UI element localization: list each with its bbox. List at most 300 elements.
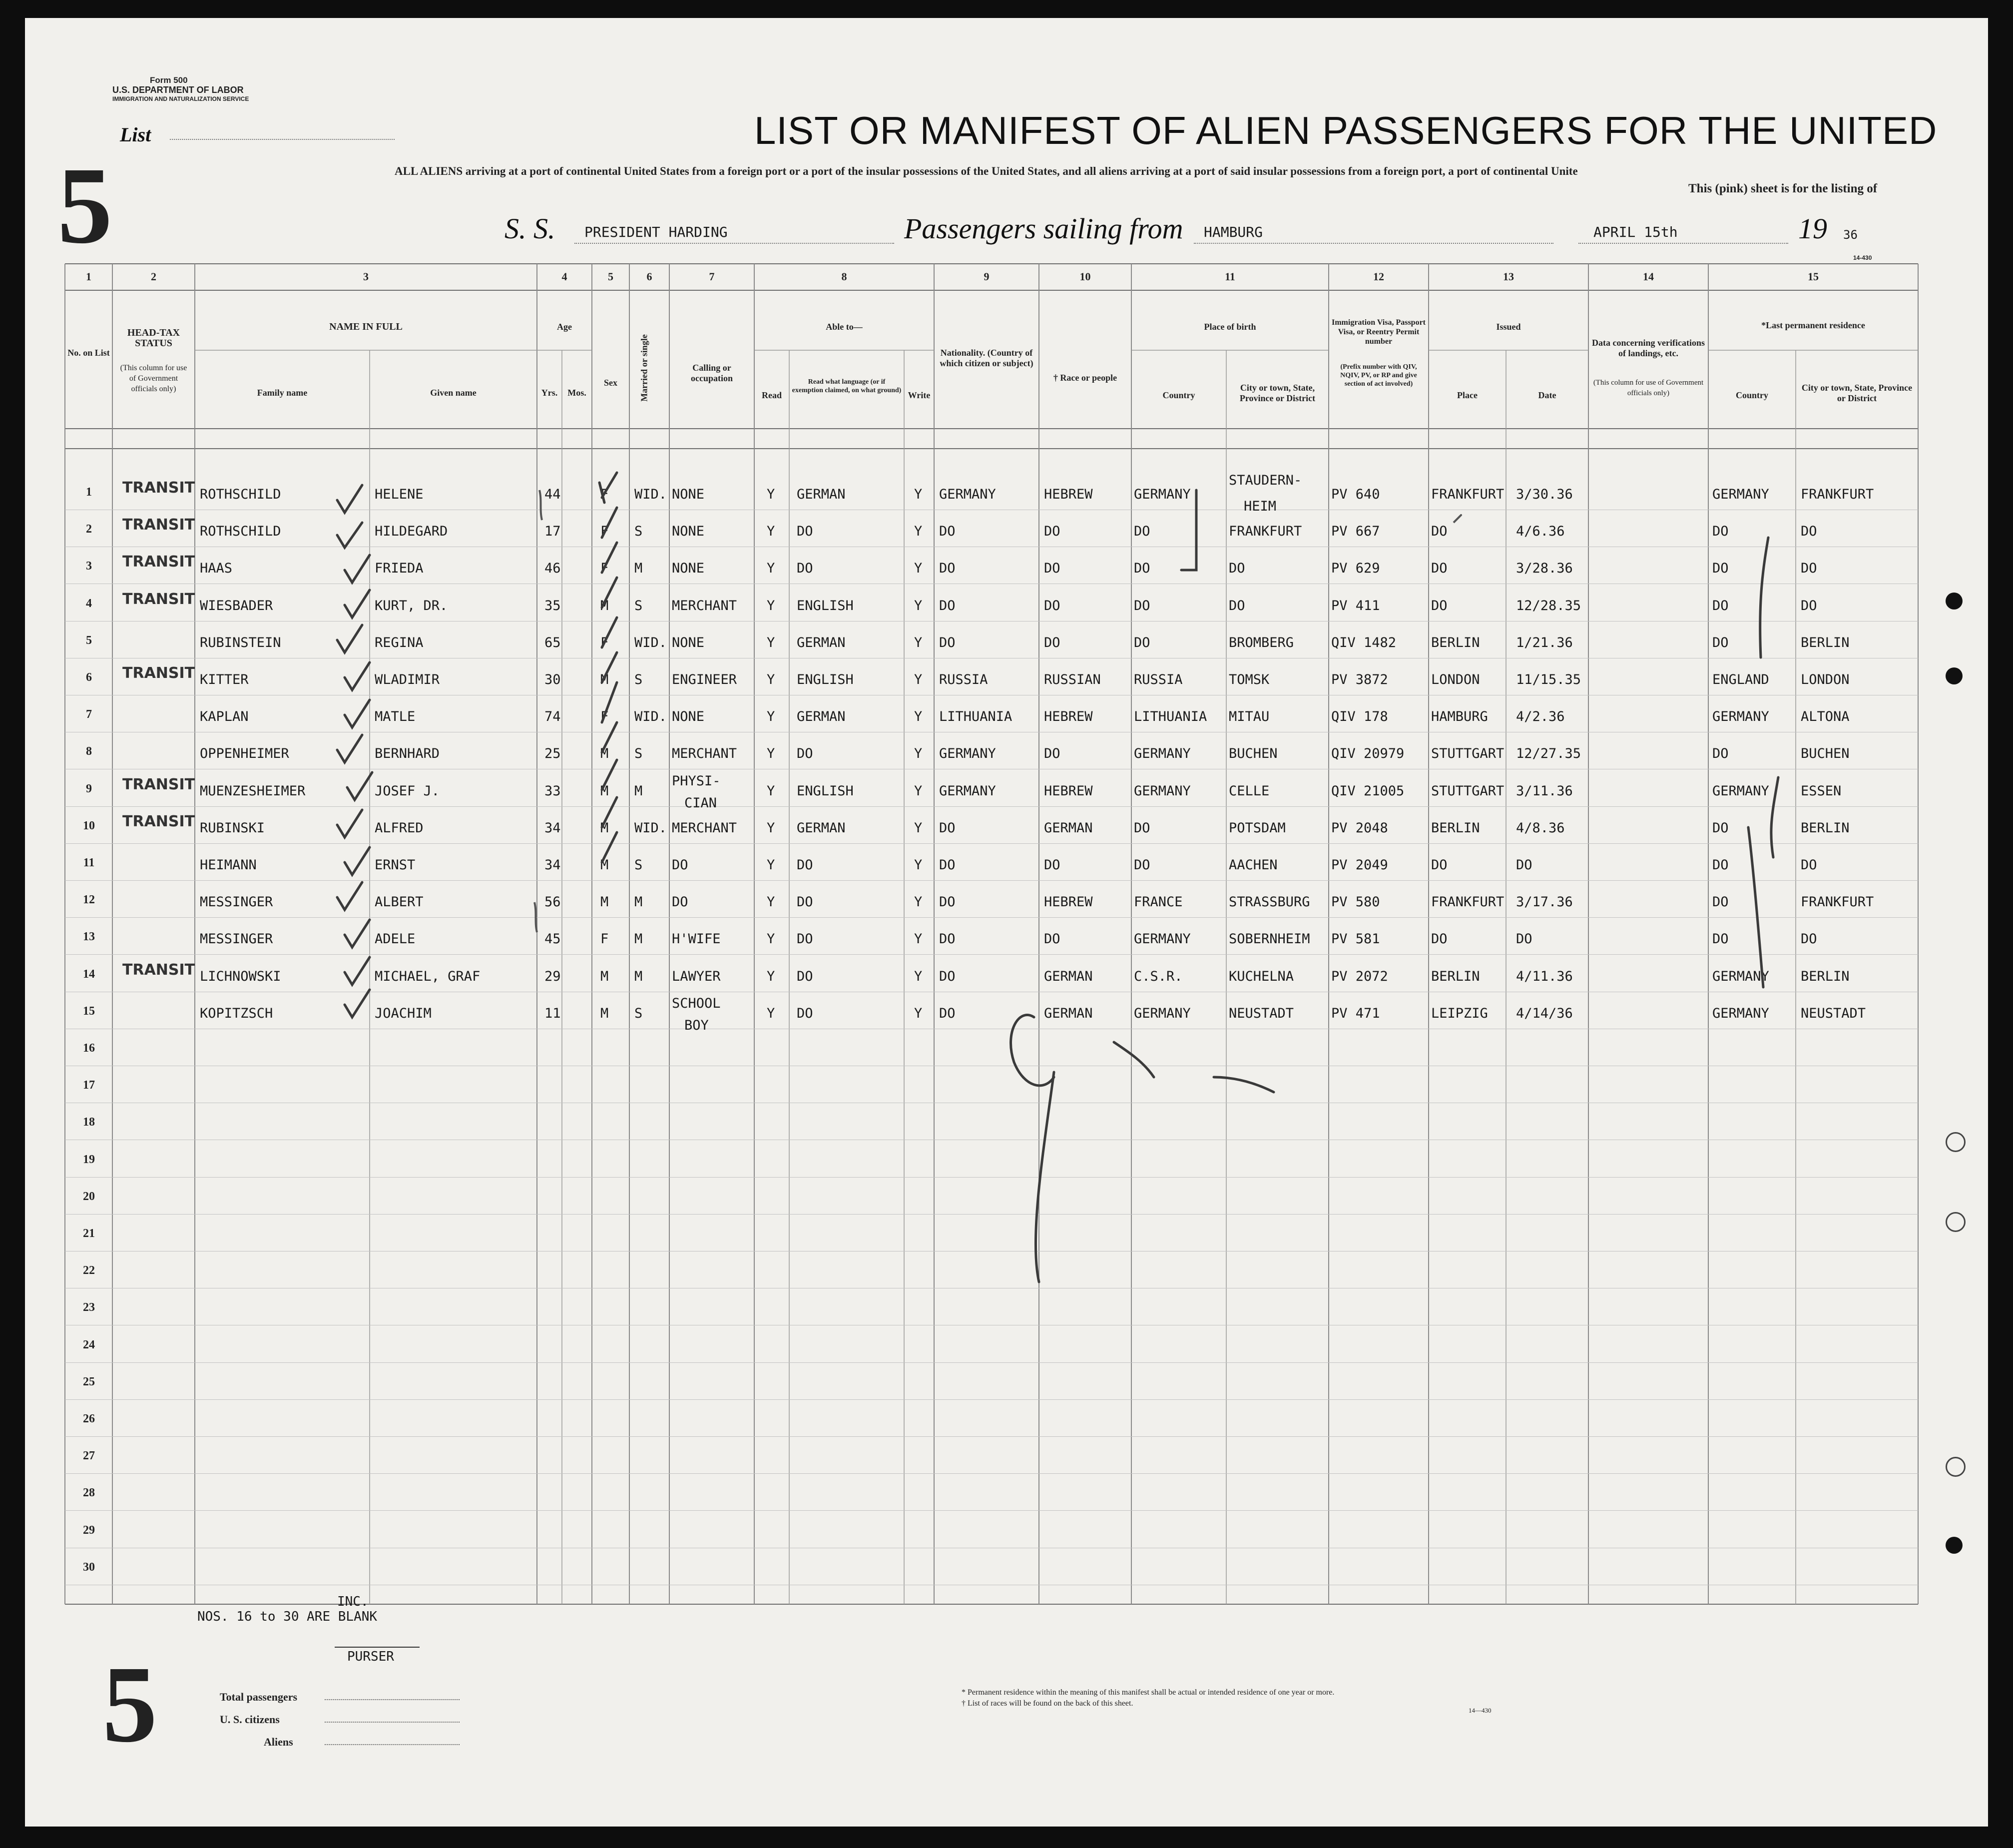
header-read-what: Read what language (or if exemption claimed, on what ground) xyxy=(792,378,902,394)
issued-date-cell: 12/28.35 xyxy=(1516,598,1581,614)
birth-country-cell: DO xyxy=(1134,634,1150,650)
marital-status-cell: S xyxy=(634,672,643,687)
col-num-3: 3 xyxy=(363,270,369,283)
family-name-cell: OPPENHEIMER xyxy=(200,746,289,762)
row-guide-line xyxy=(65,1436,1918,1437)
residence-city-cell: FRANKFURT xyxy=(1801,894,1874,910)
row-number: 24 xyxy=(83,1338,95,1351)
row-number: 13 xyxy=(83,930,95,944)
header-visa-note: (Prefix number with QIV, NQIV, PV, or RP and give section of act involved) xyxy=(1340,363,1417,388)
language-cell: DO xyxy=(797,561,813,577)
residence-country-cell: DO xyxy=(1712,598,1729,614)
header-residence-city: City or town, State, Province or District xyxy=(1801,383,1913,403)
occupation-cell: H'WIFE xyxy=(672,931,721,947)
birth-country-cell: DO xyxy=(1134,524,1150,540)
race-cell: DO xyxy=(1044,598,1060,614)
visa-cell: PV 3872 xyxy=(1331,672,1388,687)
birth-country-cell: RUSSIA xyxy=(1134,672,1183,687)
nationality-cell: LITHUANIA xyxy=(939,709,1012,725)
service-label: IMMIGRATION AND NATURALIZATION SERVICE xyxy=(112,95,249,102)
nationality-cell: DO xyxy=(939,820,956,836)
birth-city-cell: TOMSK xyxy=(1229,672,1270,687)
residence-country-cell: DO xyxy=(1712,746,1729,762)
row-number: 18 xyxy=(83,1116,95,1129)
marital-status-cell: M xyxy=(634,894,643,910)
header-verifications-note: (This column for use of Government officials only) xyxy=(1593,379,1704,397)
issued-date-cell: 4/11.36 xyxy=(1516,968,1573,984)
residence-city-cell: ESSEN xyxy=(1801,783,1842,799)
form-code-bottom: 14—430 xyxy=(1469,1707,1492,1714)
col-num-10: 10 xyxy=(1079,270,1091,283)
issued-date-cell: DO xyxy=(1516,931,1532,947)
write-cell: Y xyxy=(914,487,923,502)
race-cell: HEBREW xyxy=(1044,709,1093,725)
family-name-cell: HAAS xyxy=(200,561,233,577)
age-cell: 56 xyxy=(544,894,561,910)
age-cell: 34 xyxy=(544,820,561,836)
read-cell: Y xyxy=(767,672,775,687)
total-passengers-line xyxy=(325,1699,460,1700)
issued-date-cell: 12/27.35 xyxy=(1516,746,1581,762)
race-cell: RUSSIAN xyxy=(1044,672,1101,687)
age-cell: 35 xyxy=(544,598,561,614)
marital-status-cell: S xyxy=(634,598,643,614)
birth-city-cell: CELLE xyxy=(1229,783,1270,799)
occupation-cell: NONE xyxy=(672,524,705,540)
header-birth-country: Country xyxy=(1162,390,1195,400)
sex-cell: M xyxy=(600,598,609,614)
family-name-cell: MUENZESHEIMER xyxy=(200,783,306,799)
issued-place-cell: STUTTGART xyxy=(1431,783,1505,799)
row-guide-line xyxy=(65,843,1918,844)
write-cell: Y xyxy=(914,672,923,687)
row-number: 1 xyxy=(86,486,92,499)
row-number: 23 xyxy=(83,1301,95,1314)
col-num-9: 9 xyxy=(984,270,990,283)
age-cell: 17 xyxy=(544,524,561,540)
row-number: 10 xyxy=(83,819,95,832)
language-cell: DO xyxy=(797,746,813,762)
ship-name: PRESIDENT HARDING xyxy=(584,224,728,240)
row-number: 7 xyxy=(86,708,92,721)
race-cell: DO xyxy=(1044,561,1060,577)
issued-date-cell: 3/30.36 xyxy=(1516,487,1573,502)
issued-date-cell: 4/14/36 xyxy=(1516,1005,1573,1021)
visa-cell: PV 411 xyxy=(1331,598,1380,614)
read-cell: Y xyxy=(767,598,775,614)
race-cell: HEBREW xyxy=(1044,783,1093,799)
nationality-cell: GERMANY xyxy=(939,487,996,502)
race-cell: DO xyxy=(1044,931,1060,947)
header-able-to: Able to— xyxy=(826,322,863,332)
occupation-cell: NONE xyxy=(672,561,705,577)
residence-city-cell: BERLIN xyxy=(1801,634,1850,650)
language-cell: GERMAN xyxy=(797,487,846,502)
birth-city-cell: POTSDAM xyxy=(1229,820,1286,836)
ss-label: S. S. xyxy=(504,212,555,245)
birth-country-cell: DO xyxy=(1134,561,1150,577)
table-grid xyxy=(25,18,1988,1827)
form-code-top: 14-430 xyxy=(1853,254,1872,261)
sex-cell: M xyxy=(600,894,609,910)
read-cell: Y xyxy=(767,894,775,910)
row-guide-line xyxy=(65,880,1918,881)
language-cell: ENGLISH xyxy=(797,783,854,799)
head-tax-status: TRANSIT xyxy=(122,775,195,793)
language-cell: GERMAN xyxy=(797,709,846,725)
write-cell: Y xyxy=(914,598,923,614)
nationality-cell: GERMANY xyxy=(939,746,996,762)
issued-place-cell: LEIPZIG xyxy=(1431,1005,1488,1021)
family-name-cell: RUBINSKI xyxy=(200,820,265,836)
aliens-label: Aliens xyxy=(264,1736,293,1748)
header-issued-date: Date xyxy=(1538,390,1556,400)
race-cell: GERMAN xyxy=(1044,1005,1093,1021)
language-cell: DO xyxy=(797,931,813,947)
visa-cell: QIV 21005 xyxy=(1331,783,1405,799)
visa-cell: PV 2072 xyxy=(1331,968,1388,984)
occupation-cell: LAWYER xyxy=(672,968,721,984)
given-name-cell: HILDEGARD xyxy=(375,524,448,540)
birth-country-cell: GERMANY xyxy=(1134,746,1191,762)
header-write: Write xyxy=(908,390,931,400)
issued-place-cell: DO xyxy=(1431,931,1448,947)
residence-country-cell: DO xyxy=(1712,634,1729,650)
read-cell: Y xyxy=(767,487,775,502)
manifest-subtitle: ALL ALIENS arriving at a port of continental United States from a foreign port or a port of the insular possessions of the United States, and all aliens arriving at a port of said insular possessions from a foreign port, a port of continental Unite xyxy=(395,165,1578,177)
visa-cell: PV 629 xyxy=(1331,561,1380,577)
sex-cell: F xyxy=(600,931,609,947)
birth-city-cell: BROMBERG xyxy=(1229,634,1294,650)
sailing-from-label: Passengers sailing from xyxy=(904,212,1183,245)
language-cell: GERMAN xyxy=(797,820,846,836)
occupation-cell: SCHOOL xyxy=(672,995,721,1011)
row-guide-line xyxy=(65,1399,1918,1400)
visa-cell: PV 640 xyxy=(1331,487,1380,502)
residence-country-cell: GERMANY xyxy=(1712,1005,1769,1021)
residence-country-cell: DO xyxy=(1712,561,1729,577)
birth-country-cell: GERMANY xyxy=(1134,931,1191,947)
visa-cell: PV 2048 xyxy=(1331,820,1388,836)
residence-city-cell: FRANKFURT xyxy=(1801,487,1874,502)
nationality-cell: DO xyxy=(939,561,956,577)
sex-cell: M xyxy=(600,746,609,762)
punch-hole xyxy=(1946,1537,1963,1554)
row-number: 22 xyxy=(83,1264,95,1277)
manifest-subtitle-2: This (pink) sheet is for the listing of xyxy=(1688,182,1878,195)
issued-date-cell: 3/28.36 xyxy=(1516,561,1573,577)
col-num-11: 11 xyxy=(1225,270,1235,283)
occupation-cell-line2: CIAN xyxy=(684,795,717,811)
sex-cell: M xyxy=(600,968,609,984)
col-num-12: 12 xyxy=(1373,270,1384,283)
write-cell: Y xyxy=(914,746,923,762)
sex-cell: M xyxy=(600,1005,609,1021)
marital-status-cell: M xyxy=(634,931,643,947)
race-cell: HEBREW xyxy=(1044,894,1093,910)
footnote-residence: * Permanent residence within the meaning of this manifest shall be actual or intended residence of one year or more. xyxy=(962,1688,1335,1697)
issued-date-cell: 11/15.35 xyxy=(1516,672,1581,687)
issued-place-cell: DO xyxy=(1431,524,1448,540)
row-number: 15 xyxy=(83,1004,95,1018)
footnote-races: † List of races will be found on the back of this sheet. xyxy=(962,1699,1133,1708)
residence-city-cell: BERLIN xyxy=(1801,820,1850,836)
issued-date-cell: 4/8.36 xyxy=(1516,820,1565,836)
manifest-sheet xyxy=(25,18,1988,1827)
given-name-cell: REGINA xyxy=(375,634,424,650)
marital-status-cell: WID. xyxy=(634,634,667,650)
residence-city-cell: DO xyxy=(1801,931,1817,947)
residence-country-cell: GERMANY xyxy=(1712,783,1769,799)
marital-status-cell: S xyxy=(634,1005,643,1021)
birth-country-cell: DO xyxy=(1134,820,1150,836)
header-head-tax: HEAD-TAX STATUS xyxy=(127,327,180,349)
residence-country-cell: GERMANY xyxy=(1712,968,1769,984)
marital-status-cell: WID. xyxy=(634,709,667,725)
family-name-cell: RUBINSTEIN xyxy=(200,634,281,650)
residence-country-cell: DO xyxy=(1712,524,1729,540)
row-guide-line xyxy=(65,1510,1918,1511)
write-cell: Y xyxy=(914,894,923,910)
col-num-4: 4 xyxy=(561,270,567,283)
residence-country-cell: GERMANY xyxy=(1712,487,1769,502)
residence-city-cell: DO xyxy=(1801,598,1817,614)
row-number: 5 xyxy=(86,633,92,647)
given-name-cell: HELENE xyxy=(375,487,424,502)
marital-status-cell: S xyxy=(634,857,643,873)
age-cell: 45 xyxy=(544,931,561,947)
row-number: 28 xyxy=(83,1486,95,1500)
row-guide-line xyxy=(65,806,1918,807)
occupation-cell: NONE xyxy=(672,487,705,502)
family-name-cell: WIESBADER xyxy=(200,598,273,614)
year-prefix: 19 xyxy=(1798,212,1827,245)
head-tax-status: TRANSIT xyxy=(122,664,195,682)
given-name-cell: ALFRED xyxy=(375,820,424,836)
occupation-cell: MERCHANT xyxy=(672,820,737,836)
row-number: 16 xyxy=(83,1042,95,1055)
birth-city-cell: STAUDERN- xyxy=(1229,473,1302,488)
col-num-6: 6 xyxy=(646,270,652,283)
header-calling: Calling or occupation xyxy=(690,363,733,383)
issued-place-cell: BERLIN xyxy=(1431,820,1480,836)
race-cell: GERMAN xyxy=(1044,968,1093,984)
issued-place-cell: LONDON xyxy=(1431,672,1480,687)
marital-status-cell: M xyxy=(634,968,643,984)
header-residence-country: Country xyxy=(1735,390,1768,400)
header-birth-city: City or town, State, Province or District xyxy=(1239,383,1316,403)
aliens-line xyxy=(325,1744,460,1745)
given-name-cell: MICHAEL, GRAF xyxy=(375,968,481,984)
manifest-title: LIST OR MANIFEST OF ALIEN PASSENGERS FOR THE UNITED xyxy=(754,108,1938,152)
write-cell: Y xyxy=(914,931,923,947)
language-cell: ENGLISH xyxy=(797,598,854,614)
sex-cell: M xyxy=(600,672,609,687)
birth-country-cell: DO xyxy=(1134,857,1150,873)
sex-cell: F xyxy=(600,634,609,650)
visa-cell: QIV 178 xyxy=(1331,709,1388,725)
birth-country-cell: GERMANY xyxy=(1134,1005,1191,1021)
issued-date-cell: 1/21.36 xyxy=(1516,634,1573,650)
read-cell: Y xyxy=(767,931,775,947)
header-married: Married or single xyxy=(639,334,649,402)
birth-city-cell: BUCHEN xyxy=(1229,746,1278,762)
language-cell: DO xyxy=(797,524,813,540)
list-label: List xyxy=(120,123,151,146)
row-number: 4 xyxy=(86,597,92,610)
marital-status-cell: M xyxy=(634,783,643,799)
row-number: 19 xyxy=(83,1153,95,1166)
age-cell: 74 xyxy=(544,709,561,725)
given-name-cell: ALBERT xyxy=(375,894,424,910)
read-cell: Y xyxy=(767,524,775,540)
race-cell: HEBREW xyxy=(1044,487,1093,502)
header-nationality: Nationality. (Country of which citizen or subject) xyxy=(940,348,1033,368)
birth-city-cell: AACHEN xyxy=(1229,857,1278,873)
birth-city-cell: NEUSTADT xyxy=(1229,1005,1294,1021)
write-cell: Y xyxy=(914,524,923,540)
family-name-cell: MESSINGER xyxy=(200,894,273,910)
write-cell: Y xyxy=(914,783,923,799)
family-name-cell: ROTHSCHILD xyxy=(200,487,281,502)
punch-hole xyxy=(1946,593,1963,610)
read-cell: Y xyxy=(767,820,775,836)
age-cell: 33 xyxy=(544,783,561,799)
family-name-cell: KITTER xyxy=(200,672,249,687)
residence-country-cell: DO xyxy=(1712,931,1729,947)
read-cell: Y xyxy=(767,783,775,799)
given-name-cell: KURT, DR. xyxy=(375,598,448,614)
language-cell: DO xyxy=(797,894,813,910)
department-label: U.S. DEPARTMENT OF LABOR xyxy=(112,85,244,95)
col-num-7: 7 xyxy=(709,270,715,283)
visa-cell: PV 667 xyxy=(1331,524,1380,540)
issued-date-cell: 4/2.36 xyxy=(1516,709,1565,725)
given-name-cell: FRIEDA xyxy=(375,561,424,577)
race-cell: DO xyxy=(1044,746,1060,762)
row-number: 21 xyxy=(83,1227,95,1240)
row-number: 6 xyxy=(86,671,92,684)
sex-cell: F xyxy=(600,524,609,540)
birth-country-cell: DO xyxy=(1134,598,1150,614)
nationality-cell: DO xyxy=(939,634,956,650)
punch-hole xyxy=(1946,667,1963,684)
issued-date-cell: DO xyxy=(1516,857,1532,873)
head-tax-status: TRANSIT xyxy=(122,553,195,571)
header-issued: Issued xyxy=(1496,322,1521,332)
family-name-cell: ROTHSCHILD xyxy=(200,524,281,540)
occupation-cell: NONE xyxy=(672,709,705,725)
read-cell: Y xyxy=(767,561,775,577)
row-number: 30 xyxy=(83,1560,95,1574)
col-num-8: 8 xyxy=(841,270,847,283)
visa-cell: QIV 20979 xyxy=(1331,746,1405,762)
sex-cell: F xyxy=(600,709,609,725)
given-name-cell: MATLE xyxy=(375,709,416,725)
birth-country-cell: FRANCE xyxy=(1134,894,1183,910)
nationality-cell: RUSSIA xyxy=(939,672,988,687)
visa-cell: QIV 1482 xyxy=(1331,634,1397,650)
form-number: Form 500 xyxy=(150,75,188,85)
head-tax-status: TRANSIT xyxy=(122,479,195,497)
purser-label: PURSER xyxy=(347,1649,394,1664)
write-cell: Y xyxy=(914,968,923,984)
language-cell: ENGLISH xyxy=(797,672,854,687)
nationality-cell: DO xyxy=(939,598,956,614)
marital-status-cell: WID. xyxy=(634,487,667,502)
header-name-in-full: NAME IN FULL xyxy=(329,321,403,332)
row-number: 29 xyxy=(83,1523,95,1537)
nationality-cell: DO xyxy=(939,931,956,947)
row-guide-line xyxy=(65,1177,1918,1178)
issued-place-cell: FRANKFURT xyxy=(1431,487,1505,502)
punch-hole-outline xyxy=(1946,1132,1966,1152)
family-name-cell: KAPLAN xyxy=(200,709,249,725)
occupation-cell: MERCHANT xyxy=(672,746,737,762)
family-name-cell: KOPITZSCH xyxy=(200,1005,273,1021)
row-number: 9 xyxy=(86,782,92,795)
issued-place-cell: STUTTGART xyxy=(1431,746,1505,762)
issued-place-cell: BERLIN xyxy=(1431,634,1480,650)
age-cell: 44 xyxy=(544,487,561,502)
header-given-name: Given name xyxy=(430,388,477,398)
write-cell: Y xyxy=(914,1005,923,1021)
birth-city-cell: FRANKFURT xyxy=(1229,524,1302,540)
header-no-on-list: No. on List xyxy=(67,348,110,358)
header-verifications: Data concerning verifications of landings, etc. xyxy=(1592,338,1705,358)
row-guide-line xyxy=(65,954,1918,955)
residence-country-cell: ENGLAND xyxy=(1712,672,1769,687)
col-num-1: 1 xyxy=(86,270,91,283)
given-name-cell: BERNHARD xyxy=(375,746,440,762)
write-cell: Y xyxy=(914,820,923,836)
row-number: 27 xyxy=(83,1449,95,1463)
language-cell: DO xyxy=(797,857,813,873)
visa-cell: PV 580 xyxy=(1331,894,1380,910)
read-cell: Y xyxy=(767,634,775,650)
sex-cell: M xyxy=(600,820,609,836)
header-age-yrs: Yrs. xyxy=(541,388,558,398)
residence-city-cell: ALTONA xyxy=(1801,709,1850,725)
col-num-5: 5 xyxy=(608,270,613,283)
row-guide-line xyxy=(65,1362,1918,1363)
sex-cell: M xyxy=(600,857,609,873)
occupation-cell: DO xyxy=(672,894,688,910)
residence-country-cell: DO xyxy=(1712,820,1729,836)
nationality-cell: DO xyxy=(939,1005,956,1021)
residence-city-cell: DO xyxy=(1801,561,1817,577)
col-num-14: 14 xyxy=(1643,270,1654,283)
issued-place-cell: FRANKFURT xyxy=(1431,894,1505,910)
residence-country-cell: DO xyxy=(1712,894,1729,910)
row-number: 11 xyxy=(83,856,95,869)
write-cell: Y xyxy=(914,709,923,725)
head-tax-status: TRANSIT xyxy=(122,516,195,534)
given-name-cell: ADELE xyxy=(375,931,416,947)
issued-place-cell: DO xyxy=(1431,857,1448,873)
occupation-cell: MERCHANT xyxy=(672,598,737,614)
header-sex: Sex xyxy=(604,378,617,388)
header-issued-place: Place xyxy=(1457,390,1478,400)
age-cell: 34 xyxy=(544,857,561,873)
row-guide-line xyxy=(65,917,1918,918)
col-num-2: 2 xyxy=(151,270,156,283)
sheet-number-bottom: 5 xyxy=(102,1643,157,1765)
race-cell: DO xyxy=(1044,634,1060,650)
marital-status-cell: S xyxy=(634,746,643,762)
sex-cell: M xyxy=(600,783,609,799)
row-number: 20 xyxy=(83,1190,95,1203)
